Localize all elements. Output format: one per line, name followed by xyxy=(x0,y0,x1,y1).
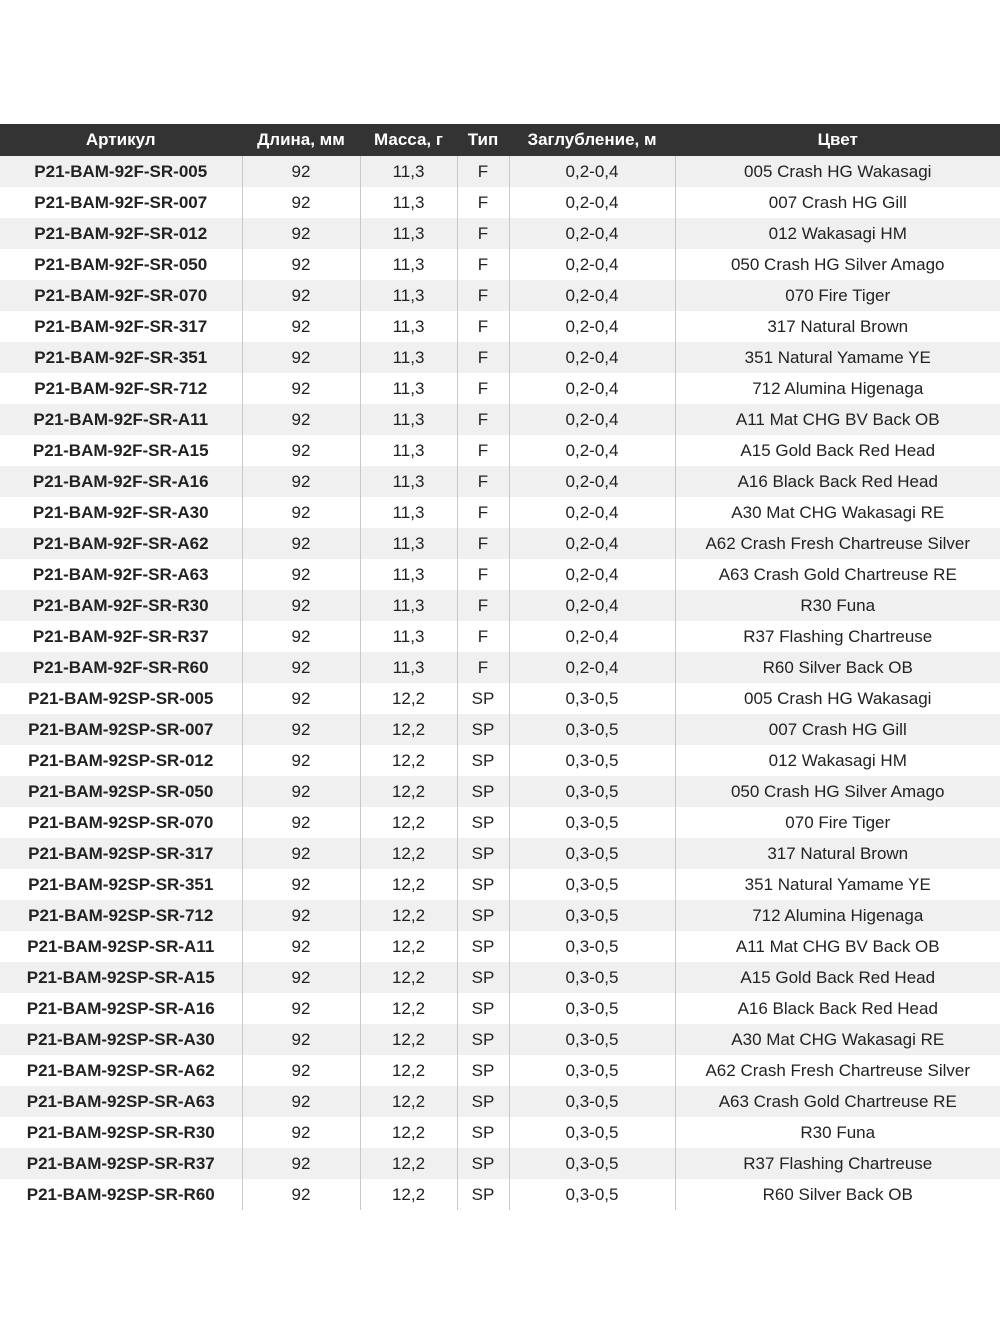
cell-weight: 12,2 xyxy=(360,962,457,993)
cell-article: P21-BAM-92F-SR-R60 xyxy=(0,652,242,683)
cell-length: 92 xyxy=(242,652,360,683)
cell-color: A30 Mat CHG Wakasagi RE xyxy=(675,1024,1000,1055)
table-body xyxy=(0,156,1000,1210)
cell-length: 92 xyxy=(242,776,360,807)
cell-article: P21-BAM-92SP-SR-R37 xyxy=(0,1148,242,1179)
cell-depth: 0,3-0,5 xyxy=(509,1055,675,1086)
table-row xyxy=(0,838,1000,869)
cell-depth: 0,2-0,4 xyxy=(509,156,675,187)
cell-depth: 0,2-0,4 xyxy=(509,621,675,652)
cell-color: 070 Fire Tiger xyxy=(675,280,1000,311)
cell-length: 92 xyxy=(242,1086,360,1117)
table-row xyxy=(0,652,1000,683)
cell-length: 92 xyxy=(242,404,360,435)
cell-color: A16 Black Back Red Head xyxy=(675,993,1000,1024)
table-row xyxy=(0,497,1000,528)
cell-length: 92 xyxy=(242,807,360,838)
cell-article: P21-BAM-92SP-SR-351 xyxy=(0,869,242,900)
table-row xyxy=(0,466,1000,497)
cell-type: SP xyxy=(457,683,509,714)
cell-color: A63 Crash Gold Chartreuse RE xyxy=(675,1086,1000,1117)
cell-length: 92 xyxy=(242,1117,360,1148)
cell-depth: 0,3-0,5 xyxy=(509,993,675,1024)
cell-length: 92 xyxy=(242,714,360,745)
cell-depth: 0,3-0,5 xyxy=(509,962,675,993)
cell-type: SP xyxy=(457,1024,509,1055)
table-row xyxy=(0,621,1000,652)
cell-type: F xyxy=(457,435,509,466)
cell-type: SP xyxy=(457,962,509,993)
cell-length: 92 xyxy=(242,590,360,621)
cell-color: A11 Mat CHG BV Back OB xyxy=(675,404,1000,435)
cell-weight: 11,3 xyxy=(360,652,457,683)
cell-article: P21-BAM-92SP-SR-A15 xyxy=(0,962,242,993)
cell-article: P21-BAM-92F-SR-A15 xyxy=(0,435,242,466)
cell-weight: 12,2 xyxy=(360,993,457,1024)
cell-weight: 11,3 xyxy=(360,621,457,652)
cell-type: F xyxy=(457,652,509,683)
header-color: Цвет xyxy=(675,124,1000,156)
table-row xyxy=(0,869,1000,900)
cell-weight: 11,3 xyxy=(360,280,457,311)
cell-type: F xyxy=(457,590,509,621)
table-row xyxy=(0,1024,1000,1055)
cell-length: 92 xyxy=(242,218,360,249)
cell-type: F xyxy=(457,559,509,590)
cell-color: A15 Gold Back Red Head xyxy=(675,435,1000,466)
cell-depth: 0,2-0,4 xyxy=(509,218,675,249)
cell-weight: 12,2 xyxy=(360,838,457,869)
cell-length: 92 xyxy=(242,559,360,590)
cell-type: SP xyxy=(457,1086,509,1117)
cell-depth: 0,3-0,5 xyxy=(509,807,675,838)
cell-length: 92 xyxy=(242,993,360,1024)
cell-color: 050 Crash HG Silver Amago xyxy=(675,776,1000,807)
cell-type: F xyxy=(457,404,509,435)
cell-color: R30 Funa xyxy=(675,1117,1000,1148)
cell-depth: 0,3-0,5 xyxy=(509,714,675,745)
cell-article: P21-BAM-92SP-SR-005 xyxy=(0,683,242,714)
cell-type: SP xyxy=(457,838,509,869)
cell-depth: 0,3-0,5 xyxy=(509,931,675,962)
cell-length: 92 xyxy=(242,466,360,497)
cell-color: R37 Flashing Chartreuse xyxy=(675,1148,1000,1179)
cell-article: P21-BAM-92SP-SR-R30 xyxy=(0,1117,242,1148)
cell-depth: 0,3-0,5 xyxy=(509,838,675,869)
cell-color: A11 Mat CHG BV Back OB xyxy=(675,931,1000,962)
table-row xyxy=(0,249,1000,280)
cell-weight: 12,2 xyxy=(360,776,457,807)
cell-color: A62 Crash Fresh Chartreuse Silver xyxy=(675,1055,1000,1086)
table-header-row xyxy=(0,124,1000,156)
cell-length: 92 xyxy=(242,497,360,528)
cell-article: P21-BAM-92SP-SR-317 xyxy=(0,838,242,869)
cell-color: A62 Crash Fresh Chartreuse Silver xyxy=(675,528,1000,559)
cell-article: P21-BAM-92F-SR-R30 xyxy=(0,590,242,621)
cell-color: R30 Funa xyxy=(675,590,1000,621)
cell-length: 92 xyxy=(242,187,360,218)
table-row xyxy=(0,1117,1000,1148)
cell-color: 351 Natural Yamame YE xyxy=(675,342,1000,373)
cell-color: 050 Crash HG Silver Amago xyxy=(675,249,1000,280)
cell-article: P21-BAM-92F-SR-050 xyxy=(0,249,242,280)
cell-color: 351 Natural Yamame YE xyxy=(675,869,1000,900)
cell-type: SP xyxy=(457,714,509,745)
cell-type: SP xyxy=(457,1055,509,1086)
table-row xyxy=(0,187,1000,218)
cell-article: P21-BAM-92F-SR-A62 xyxy=(0,528,242,559)
cell-color: 070 Fire Tiger xyxy=(675,807,1000,838)
table-row xyxy=(0,1148,1000,1179)
cell-depth: 0,2-0,4 xyxy=(509,342,675,373)
cell-type: SP xyxy=(457,745,509,776)
cell-color: 317 Natural Brown xyxy=(675,838,1000,869)
cell-weight: 11,3 xyxy=(360,187,457,218)
cell-weight: 11,3 xyxy=(360,218,457,249)
table-row xyxy=(0,404,1000,435)
cell-length: 92 xyxy=(242,373,360,404)
cell-depth: 0,3-0,5 xyxy=(509,1117,675,1148)
table-row xyxy=(0,683,1000,714)
cell-type: F xyxy=(457,218,509,249)
cell-depth: 0,2-0,4 xyxy=(509,466,675,497)
cell-depth: 0,2-0,4 xyxy=(509,528,675,559)
table-row xyxy=(0,342,1000,373)
cell-weight: 11,3 xyxy=(360,404,457,435)
cell-depth: 0,2-0,4 xyxy=(509,311,675,342)
cell-length: 92 xyxy=(242,838,360,869)
cell-weight: 11,3 xyxy=(360,373,457,404)
cell-length: 92 xyxy=(242,249,360,280)
cell-length: 92 xyxy=(242,1055,360,1086)
table-row xyxy=(0,745,1000,776)
cell-weight: 12,2 xyxy=(360,1055,457,1086)
cell-depth: 0,2-0,4 xyxy=(509,652,675,683)
cell-weight: 11,3 xyxy=(360,435,457,466)
cell-type: F xyxy=(457,187,509,218)
cell-type: SP xyxy=(457,1148,509,1179)
cell-article: P21-BAM-92SP-SR-012 xyxy=(0,745,242,776)
table-row xyxy=(0,900,1000,931)
cell-length: 92 xyxy=(242,1024,360,1055)
cell-weight: 11,3 xyxy=(360,497,457,528)
cell-depth: 0,2-0,4 xyxy=(509,280,675,311)
cell-weight: 12,2 xyxy=(360,714,457,745)
cell-type: SP xyxy=(457,1179,509,1210)
cell-type: SP xyxy=(457,900,509,931)
header-article: Артикул xyxy=(0,124,242,156)
cell-length: 92 xyxy=(242,931,360,962)
cell-article: P21-BAM-92SP-SR-A62 xyxy=(0,1055,242,1086)
cell-article: P21-BAM-92SP-SR-070 xyxy=(0,807,242,838)
table-row xyxy=(0,1055,1000,1086)
header-type: Тип xyxy=(457,124,509,156)
cell-article: P21-BAM-92F-SR-A63 xyxy=(0,559,242,590)
cell-color: R60 Silver Back OB xyxy=(675,652,1000,683)
cell-color: 712 Alumina Higenaga xyxy=(675,373,1000,404)
cell-color: A63 Crash Gold Chartreuse RE xyxy=(675,559,1000,590)
cell-weight: 12,2 xyxy=(360,1117,457,1148)
cell-depth: 0,2-0,4 xyxy=(509,559,675,590)
cell-depth: 0,2-0,4 xyxy=(509,187,675,218)
table-row xyxy=(0,993,1000,1024)
cell-length: 92 xyxy=(242,869,360,900)
table-row xyxy=(0,807,1000,838)
cell-depth: 0,3-0,5 xyxy=(509,900,675,931)
cell-type: F xyxy=(457,528,509,559)
table-row xyxy=(0,156,1000,187)
cell-color: 712 Alumina Higenaga xyxy=(675,900,1000,931)
cell-weight: 11,3 xyxy=(360,528,457,559)
cell-article: P21-BAM-92F-SR-712 xyxy=(0,373,242,404)
cell-color: A15 Gold Back Red Head xyxy=(675,962,1000,993)
cell-depth: 0,3-0,5 xyxy=(509,683,675,714)
table-row xyxy=(0,280,1000,311)
header-length: Длина, мм xyxy=(242,124,360,156)
table-row xyxy=(0,590,1000,621)
table-row xyxy=(0,435,1000,466)
table-row xyxy=(0,528,1000,559)
cell-depth: 0,3-0,5 xyxy=(509,1179,675,1210)
cell-depth: 0,3-0,5 xyxy=(509,776,675,807)
cell-article: P21-BAM-92SP-SR-A30 xyxy=(0,1024,242,1055)
cell-depth: 0,2-0,4 xyxy=(509,435,675,466)
cell-weight: 12,2 xyxy=(360,683,457,714)
cell-color: 005 Crash HG Wakasagi xyxy=(675,683,1000,714)
cell-weight: 12,2 xyxy=(360,869,457,900)
cell-length: 92 xyxy=(242,528,360,559)
cell-type: F xyxy=(457,156,509,187)
cell-color: 005 Crash HG Wakasagi xyxy=(675,156,1000,187)
cell-article: P21-BAM-92F-SR-A16 xyxy=(0,466,242,497)
cell-depth: 0,3-0,5 xyxy=(509,1148,675,1179)
cell-length: 92 xyxy=(242,962,360,993)
cell-color: 007 Crash HG Gill xyxy=(675,187,1000,218)
header-weight: Масса, г xyxy=(360,124,457,156)
cell-weight: 12,2 xyxy=(360,1086,457,1117)
cell-depth: 0,3-0,5 xyxy=(509,869,675,900)
cell-type: SP xyxy=(457,1117,509,1148)
table-row xyxy=(0,1086,1000,1117)
cell-article: P21-BAM-92F-SR-R37 xyxy=(0,621,242,652)
cell-type: SP xyxy=(457,776,509,807)
cell-length: 92 xyxy=(242,280,360,311)
cell-weight: 11,3 xyxy=(360,559,457,590)
cell-article: P21-BAM-92SP-SR-050 xyxy=(0,776,242,807)
cell-color: A30 Mat CHG Wakasagi RE xyxy=(675,497,1000,528)
table-row xyxy=(0,962,1000,993)
cell-type: F xyxy=(457,373,509,404)
cell-weight: 12,2 xyxy=(360,1024,457,1055)
cell-length: 92 xyxy=(242,1148,360,1179)
cell-color: R37 Flashing Chartreuse xyxy=(675,621,1000,652)
cell-weight: 11,3 xyxy=(360,311,457,342)
table-row xyxy=(0,311,1000,342)
cell-type: SP xyxy=(457,993,509,1024)
cell-length: 92 xyxy=(242,435,360,466)
cell-weight: 11,3 xyxy=(360,156,457,187)
cell-weight: 12,2 xyxy=(360,807,457,838)
cell-article: P21-BAM-92SP-SR-007 xyxy=(0,714,242,745)
cell-depth: 0,2-0,4 xyxy=(509,404,675,435)
cell-length: 92 xyxy=(242,342,360,373)
table-row xyxy=(0,931,1000,962)
table-row xyxy=(0,714,1000,745)
cell-type: F xyxy=(457,342,509,373)
cell-type: SP xyxy=(457,807,509,838)
cell-color: R60 Silver Back OB xyxy=(675,1179,1000,1210)
cell-type: SP xyxy=(457,931,509,962)
table-row xyxy=(0,776,1000,807)
cell-color: 317 Natural Brown xyxy=(675,311,1000,342)
cell-article: P21-BAM-92F-SR-070 xyxy=(0,280,242,311)
cell-depth: 0,2-0,4 xyxy=(509,373,675,404)
cell-length: 92 xyxy=(242,621,360,652)
cell-type: F xyxy=(457,280,509,311)
cell-weight: 12,2 xyxy=(360,900,457,931)
spec-table xyxy=(0,124,1000,1210)
cell-length: 92 xyxy=(242,683,360,714)
cell-length: 92 xyxy=(242,311,360,342)
cell-depth: 0,3-0,5 xyxy=(509,745,675,776)
cell-weight: 12,2 xyxy=(360,1179,457,1210)
cell-article: P21-BAM-92F-SR-007 xyxy=(0,187,242,218)
cell-color: A16 Black Back Red Head xyxy=(675,466,1000,497)
cell-article: P21-BAM-92SP-SR-A11 xyxy=(0,931,242,962)
cell-article: P21-BAM-92SP-SR-R60 xyxy=(0,1179,242,1210)
cell-article: P21-BAM-92F-SR-012 xyxy=(0,218,242,249)
table-row xyxy=(0,1179,1000,1210)
cell-weight: 12,2 xyxy=(360,745,457,776)
cell-length: 92 xyxy=(242,745,360,776)
cell-article: P21-BAM-92F-SR-005 xyxy=(0,156,242,187)
cell-color: 012 Wakasagi HM xyxy=(675,745,1000,776)
cell-article: P21-BAM-92SP-SR-A16 xyxy=(0,993,242,1024)
cell-article: P21-BAM-92F-SR-351 xyxy=(0,342,242,373)
cell-type: F xyxy=(457,311,509,342)
cell-length: 92 xyxy=(242,156,360,187)
cell-color: 007 Crash HG Gill xyxy=(675,714,1000,745)
cell-article: P21-BAM-92F-SR-A30 xyxy=(0,497,242,528)
cell-weight: 11,3 xyxy=(360,466,457,497)
cell-weight: 11,3 xyxy=(360,249,457,280)
cell-article: P21-BAM-92F-SR-A11 xyxy=(0,404,242,435)
cell-weight: 11,3 xyxy=(360,342,457,373)
cell-depth: 0,2-0,4 xyxy=(509,249,675,280)
cell-article: P21-BAM-92SP-SR-712 xyxy=(0,900,242,931)
cell-type: SP xyxy=(457,869,509,900)
cell-type: F xyxy=(457,249,509,280)
cell-color: 012 Wakasagi HM xyxy=(675,218,1000,249)
cell-length: 92 xyxy=(242,900,360,931)
cell-weight: 12,2 xyxy=(360,1148,457,1179)
cell-weight: 11,3 xyxy=(360,590,457,621)
cell-type: F xyxy=(457,621,509,652)
table-row xyxy=(0,559,1000,590)
cell-article: P21-BAM-92SP-SR-A63 xyxy=(0,1086,242,1117)
cell-type: F xyxy=(457,466,509,497)
header-depth: Заглубление, м xyxy=(509,124,675,156)
cell-depth: 0,3-0,5 xyxy=(509,1024,675,1055)
table-row xyxy=(0,373,1000,404)
cell-depth: 0,2-0,4 xyxy=(509,590,675,621)
table-row xyxy=(0,218,1000,249)
cell-length: 92 xyxy=(242,1179,360,1210)
cell-weight: 12,2 xyxy=(360,931,457,962)
cell-depth: 0,3-0,5 xyxy=(509,1086,675,1117)
cell-article: P21-BAM-92F-SR-317 xyxy=(0,311,242,342)
cell-type: F xyxy=(457,497,509,528)
cell-depth: 0,2-0,4 xyxy=(509,497,675,528)
